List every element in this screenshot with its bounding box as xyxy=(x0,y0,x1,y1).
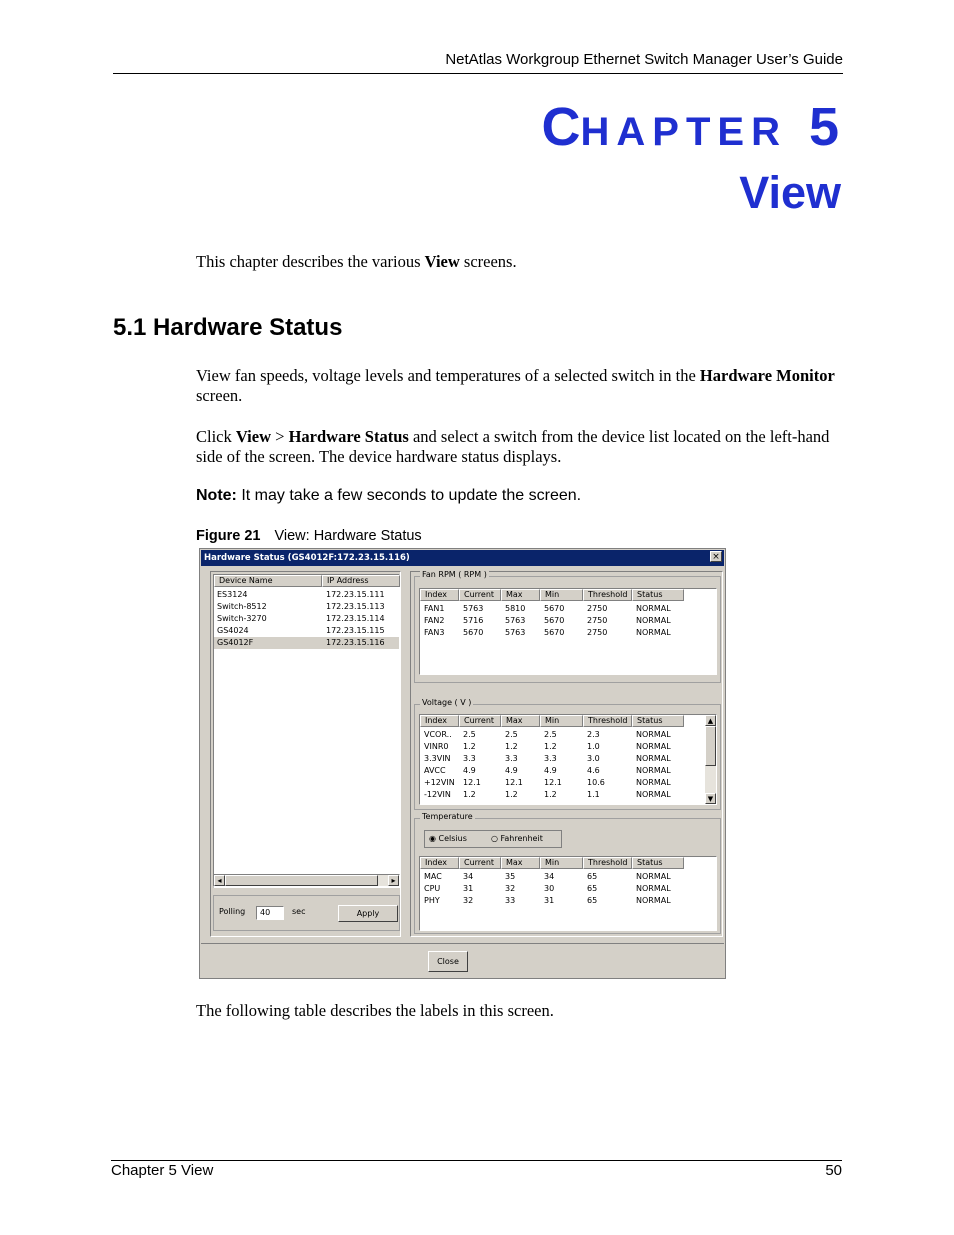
after-figure-text: The following table describes the labels in this screen. xyxy=(196,1001,554,1020)
table-cell: 1.1 xyxy=(587,790,600,799)
table-cell: NORMAL xyxy=(636,604,671,613)
polling-label: Polling xyxy=(219,907,246,916)
voltage-header-cell[interactable]: Threshold xyxy=(583,715,632,727)
scroll-down-icon[interactable]: ▼ xyxy=(705,793,716,804)
intro-paragraph xyxy=(196,252,836,272)
table-cell: 2.5 xyxy=(544,730,557,739)
fan-group xyxy=(414,570,721,683)
table-cell: 65 xyxy=(587,872,598,881)
footer-chapter: Chapter 5 View xyxy=(111,1162,214,1179)
table-cell: 3.3 xyxy=(544,754,557,763)
device-ip: 172.23.15.113 xyxy=(326,602,385,611)
table-cell: NORMAL xyxy=(636,778,671,787)
table-cell: 3.3VIN xyxy=(424,754,451,763)
list-item[interactable] xyxy=(214,625,399,637)
table-cell: FAN1 xyxy=(424,604,445,613)
table-cell: 12.1 xyxy=(505,778,523,787)
fan-header-cell[interactable]: Status xyxy=(632,589,684,601)
table-cell: 5670 xyxy=(544,628,565,637)
device-name: Switch-3270 xyxy=(217,614,267,623)
table-cell: VINR0 xyxy=(424,742,449,751)
scroll-thumb[interactable] xyxy=(225,875,378,886)
voltage-header-cell[interactable]: Current xyxy=(459,715,501,727)
list-item[interactable] xyxy=(214,589,399,601)
table-cell: 4.6 xyxy=(587,766,600,775)
para2-b2: Hardware Status xyxy=(288,427,409,446)
fan-header-cell[interactable]: Threshold xyxy=(583,589,632,601)
table-cell: 31 xyxy=(544,896,555,905)
table-cell: NORMAL xyxy=(636,896,671,905)
table-cell: 1.2 xyxy=(505,790,518,799)
voltage-header-cell[interactable]: Max xyxy=(501,715,540,727)
scroll-up-icon[interactable]: ▲ xyxy=(705,715,716,726)
table-cell: NORMAL xyxy=(636,884,671,893)
table-cell: 35 xyxy=(505,872,516,881)
polling-group xyxy=(213,895,400,931)
apply-button[interactable]: Apply xyxy=(338,905,398,922)
table-cell: NORMAL xyxy=(636,766,671,775)
table-cell: 4.9 xyxy=(463,766,476,775)
window-title-bar xyxy=(201,550,724,566)
fahrenheit-label: Fahrenheit xyxy=(500,834,543,843)
device-ip: 172.23.15.114 xyxy=(326,614,385,623)
table-cell: 31 xyxy=(463,884,474,893)
voltage-table xyxy=(419,714,717,805)
device-ip: 172.23.15.111 xyxy=(326,590,385,599)
table-cell: 2.5 xyxy=(505,730,518,739)
temperature-group xyxy=(414,812,721,934)
list-item[interactable] xyxy=(214,613,399,625)
temperature-legend: Temperature xyxy=(422,812,473,821)
table-cell: 65 xyxy=(587,896,598,905)
close-button[interactable]: Close xyxy=(428,951,468,972)
table-cell: 2.5 xyxy=(463,730,476,739)
device-header-name[interactable]: Device Name xyxy=(214,575,322,587)
table-cell: -12VIN xyxy=(424,790,451,799)
table-cell: 1.2 xyxy=(544,790,557,799)
table-cell: 65 xyxy=(587,884,598,893)
list-item[interactable] xyxy=(214,637,399,649)
polling-unit: sec xyxy=(292,907,306,916)
voltage-scrollbar[interactable] xyxy=(705,715,716,804)
table-cell: 30 xyxy=(544,884,555,893)
page-number: 50 xyxy=(825,1162,842,1179)
fahrenheit-radio[interactable]: ○ Fahrenheit xyxy=(491,834,543,843)
note-label: Note: xyxy=(196,487,237,504)
intro-text: This chapter describes the various xyxy=(196,252,425,271)
paragraph-1 xyxy=(196,366,836,406)
footer-rule xyxy=(111,1160,842,1161)
para2-t3: and select a switch from the device list located on the left-hand side of the screen. The device hardware status displays. xyxy=(196,427,830,466)
fan-header-cell[interactable]: Index xyxy=(420,589,459,601)
table-cell: 2750 xyxy=(587,604,608,613)
table-cell: 3.3 xyxy=(505,754,518,763)
table-cell: AVCC xyxy=(424,766,446,775)
para1-text-end: screen. xyxy=(196,386,243,405)
table-cell: 3.3 xyxy=(463,754,476,763)
fan-table xyxy=(419,588,717,675)
table-cell: 5670 xyxy=(463,628,484,637)
window-title: Hardware Status (GS4012F:172.23.15.116) xyxy=(204,553,410,563)
device-name: GS4012F xyxy=(217,638,254,647)
scroll-right-icon[interactable]: ▸ xyxy=(388,875,399,886)
table-cell: NORMAL xyxy=(636,754,671,763)
temperature-header-cell[interactable]: Max xyxy=(501,857,540,869)
header-rule xyxy=(113,73,843,74)
table-cell: FAN2 xyxy=(424,616,445,625)
device-ip: 172.23.15.115 xyxy=(326,626,385,635)
voltage-legend: Voltage ( V ) xyxy=(422,698,472,707)
figure-label: Figure 21 xyxy=(196,528,261,544)
temperature-header-cell[interactable]: Index xyxy=(420,857,459,869)
table-cell: FAN3 xyxy=(424,628,445,637)
temperature-header-cell[interactable]: Current xyxy=(459,857,501,869)
table-cell: 5763 xyxy=(505,628,526,637)
table-cell: CPU xyxy=(424,884,441,893)
table-cell: NORMAL xyxy=(636,628,671,637)
celsius-radio[interactable]: ◉ Celsius xyxy=(429,834,467,843)
para2-t2: > xyxy=(271,427,289,446)
para2-t1: Click xyxy=(196,427,236,446)
table-cell: 2750 xyxy=(587,628,608,637)
device-name: Switch-8512 xyxy=(217,602,267,611)
voltage-group xyxy=(414,698,721,810)
table-cell: 4.9 xyxy=(505,766,518,775)
fan-header-cell[interactable]: Min xyxy=(540,589,583,601)
voltage-header-cell[interactable]: Index xyxy=(420,715,459,727)
hardware-status-window xyxy=(199,548,726,979)
table-cell: 1.2 xyxy=(544,742,557,751)
table-cell: NORMAL xyxy=(636,730,671,739)
polling-input[interactable]: 40 xyxy=(256,906,284,920)
table-cell: 5763 xyxy=(463,604,484,613)
chapter-title: View xyxy=(739,167,841,218)
paragraph-2 xyxy=(196,427,836,467)
fan-header-cell[interactable]: Current xyxy=(459,589,501,601)
device-ip: 172.23.15.116 xyxy=(326,638,385,647)
running-header: NetAtlas Workgroup Ethernet Switch Manager User’s Guide xyxy=(445,51,843,68)
temperature-table xyxy=(419,856,717,931)
device-name: ES3124 xyxy=(217,590,248,599)
table-cell: 2750 xyxy=(587,616,608,625)
table-cell: 1.2 xyxy=(463,790,476,799)
para2-b1: View xyxy=(235,427,272,446)
table-cell: 3.0 xyxy=(587,754,600,763)
table-cell: 1.2 xyxy=(463,742,476,751)
table-cell: 5716 xyxy=(463,616,484,625)
temperature-header-cell[interactable]: Min xyxy=(540,857,583,869)
table-cell: 34 xyxy=(544,872,555,881)
table-cell: NORMAL xyxy=(636,616,671,625)
table-cell: NORMAL xyxy=(636,872,671,881)
device-name: GS4024 xyxy=(217,626,249,635)
voltage-header-cell[interactable]: Min xyxy=(540,715,583,727)
table-cell: VCOR.. xyxy=(424,730,452,739)
table-cell: 2.3 xyxy=(587,730,600,739)
device-header-ip[interactable]: IP Address xyxy=(322,575,400,587)
table-cell: 34 xyxy=(463,872,474,881)
temperature-header-cell[interactable]: Threshold xyxy=(583,857,632,869)
table-cell: 5810 xyxy=(505,604,526,613)
table-cell: 5763 xyxy=(505,616,526,625)
table-cell: NORMAL xyxy=(636,790,671,799)
table-cell: +12VIN xyxy=(424,778,455,787)
para1-bold: Hardware Monitor xyxy=(699,366,835,385)
chapter-number: 5 xyxy=(808,97,839,157)
window-divider xyxy=(201,943,724,944)
table-cell: 5670 xyxy=(544,604,565,613)
unit-selector xyxy=(424,830,562,848)
temperature-header-cell[interactable]: Status xyxy=(632,857,684,869)
intro-text-end: screens. xyxy=(459,252,517,271)
figure-caption-text: View: Hardware Status xyxy=(274,528,422,544)
note xyxy=(196,487,581,505)
table-cell: 5670 xyxy=(544,616,565,625)
table-cell: 4.9 xyxy=(544,766,557,775)
voltage-header-cell[interactable]: Status xyxy=(632,715,684,727)
section-title: 5.1 Hardware Status xyxy=(113,314,343,341)
voltage-scroll-thumb[interactable] xyxy=(705,726,716,766)
device-list xyxy=(213,574,400,888)
table-cell: 12.1 xyxy=(463,778,481,787)
figure-caption xyxy=(196,528,422,544)
chapter-label xyxy=(541,97,840,157)
note-text: It may take a few seconds to update the screen. xyxy=(236,487,582,504)
intro-bold: View xyxy=(424,252,460,271)
para1-text: View fan speeds, voltage levels and temperatures of a selected switch in the xyxy=(196,366,700,385)
table-cell: 10.6 xyxy=(587,778,605,787)
table-cell: 33 xyxy=(505,896,516,905)
celsius-label: Celsius xyxy=(438,834,467,843)
chapter-rest-letters: HAPTER xyxy=(580,110,787,154)
scroll-left-icon[interactable]: ◂ xyxy=(214,875,225,886)
table-cell: 12.1 xyxy=(544,778,562,787)
table-cell: NORMAL xyxy=(636,742,671,751)
list-item[interactable] xyxy=(214,601,399,613)
fan-header-cell[interactable]: Max xyxy=(501,589,540,601)
device-list-scrollbar[interactable] xyxy=(213,874,400,887)
table-cell: 32 xyxy=(505,884,516,893)
table-cell: PHY xyxy=(424,896,440,905)
close-icon[interactable]: × xyxy=(710,551,722,562)
table-cell: 1.0 xyxy=(587,742,600,751)
table-cell: MAC xyxy=(424,872,442,881)
table-cell: 32 xyxy=(463,896,474,905)
fan-legend: Fan RPM ( RPM ) xyxy=(422,570,487,579)
table-cell: 1.2 xyxy=(505,742,518,751)
chapter-cap-letter: C xyxy=(541,97,581,157)
